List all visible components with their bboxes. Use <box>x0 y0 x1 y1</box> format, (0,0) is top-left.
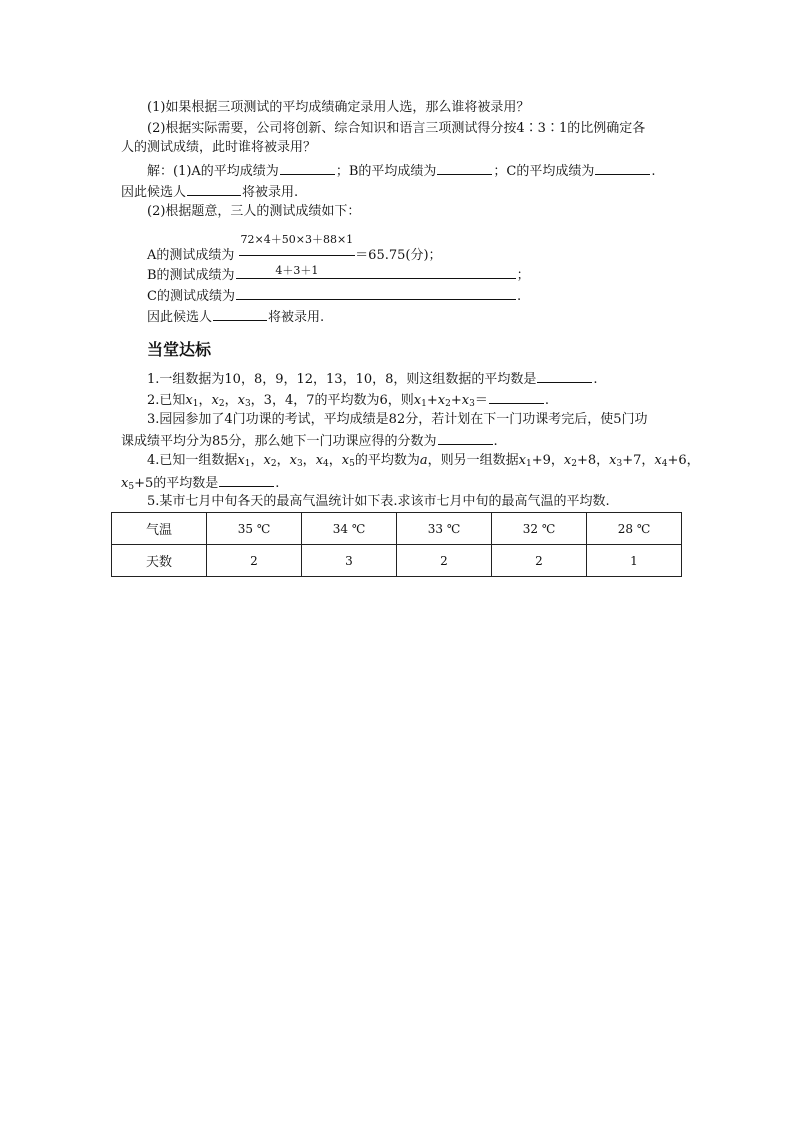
conclusion-text: 因此候选人 <box>147 310 213 325</box>
answer-blank[interactable] <box>187 182 241 196</box>
table-cell: 33 ℃ <box>397 513 492 545</box>
subscript: 3 <box>296 459 303 469</box>
subscript: 2 <box>445 399 451 409</box>
c-score-label: C的测试成绩为 <box>147 289 235 304</box>
section-title: 当堂达标 <box>147 340 212 359</box>
exercise-1 <box>147 369 598 389</box>
variable-x: x <box>237 393 245 408</box>
a-score-label: A的测试成绩为 <box>147 248 235 263</box>
b-score-label: B的测试成绩为 <box>147 268 235 283</box>
a-score-result: ＝65.75(分)； <box>355 248 442 263</box>
exercise-1-text: 1.一组数据为10，8，9，12，13，10，8，则这组数据的平均数是 <box>147 372 537 387</box>
answer-blank[interactable] <box>236 286 516 300</box>
variable-x: x <box>461 393 470 408</box>
answer-blank[interactable] <box>438 431 493 445</box>
subscript: 1 <box>244 459 251 469</box>
exercise-2-end: . <box>544 393 549 408</box>
subscript: 1 <box>421 399 427 409</box>
conclusion-end: 将被录用. <box>268 310 325 325</box>
exercise-4-mid: 的平均数为 <box>354 453 420 468</box>
separator: ， <box>276 453 290 468</box>
variable-x: x <box>437 393 446 408</box>
separator: ， <box>224 393 238 408</box>
exercise-4-line-1 <box>147 452 700 470</box>
variable-x: x <box>563 453 572 468</box>
table-cell: 3 <box>302 545 397 577</box>
subscript: 1 <box>192 399 199 409</box>
variable-x: x <box>121 476 129 491</box>
variable-x: x <box>315 453 324 468</box>
answer-blank[interactable] <box>437 161 492 175</box>
candidate-text: 因此候选人 <box>121 185 187 200</box>
table-row <box>112 545 682 577</box>
offset-term: +8， <box>576 453 610 468</box>
table-cell: 2 <box>492 545 587 577</box>
answer-blank[interactable] <box>537 369 592 383</box>
solution-a-label: 解：(1)A的平均成绩为 <box>147 164 279 179</box>
equals-sign: ＝ <box>474 393 488 408</box>
answer-blank[interactable] <box>489 390 544 404</box>
table-cell: 2 <box>207 545 302 577</box>
subscript: 1 <box>526 459 532 469</box>
exercise-3-text: 课成绩平均分为85分，那么她下一门功课应得的分数为 <box>121 434 437 449</box>
question-2-line-a: (2)根据实际需要，公司将创新、综合知识和语言三项测试得分按4∶3∶1的比例确定各 <box>147 121 646 136</box>
b-score-line <box>147 265 530 285</box>
exercise-5: 5.某市七月中旬各天的最高气温统计如下表.求该市七月中旬的最高气温的平均数. <box>147 494 610 509</box>
table-cell: 28 ℃ <box>587 513 682 545</box>
separator: ， <box>250 453 264 468</box>
exercise-2-mid: ，3，4，7的平均数为6，则 <box>250 393 414 408</box>
answer-blank[interactable] <box>595 161 650 175</box>
table-row <box>112 513 682 545</box>
variable-x: x <box>518 453 526 468</box>
solution-2-intro: (2)根据题意，三人的测试成绩如下： <box>147 204 361 219</box>
variable-a: a <box>419 453 428 468</box>
plus-sign: + <box>426 393 438 408</box>
subscript: 4 <box>323 459 329 469</box>
plus-sign: + <box>450 393 462 408</box>
question-2-line-b: 人的测试成绩，此时谁将被录用？ <box>121 140 317 155</box>
c-score-end: . <box>516 289 522 304</box>
solution-line-2 <box>121 182 298 202</box>
answer-blank[interactable] <box>219 473 274 487</box>
table-header-temperature: 气温 <box>112 513 207 545</box>
subscript: 2 <box>218 399 225 409</box>
variable-x: x <box>654 453 662 468</box>
exercise-4-line-2 <box>121 473 279 493</box>
offset-term: +7， <box>622 453 655 468</box>
c-score-line <box>147 286 521 306</box>
b-score-end: ； <box>516 268 530 283</box>
answer-blank[interactable] <box>213 307 267 321</box>
table-cell: 32 ℃ <box>492 513 587 545</box>
hired-text: 将被录用. <box>242 185 299 200</box>
separator: ， <box>302 453 316 468</box>
fraction-numerator: 72×4＋50×3＋88×1 <box>239 226 356 256</box>
subscript: 3 <box>469 399 475 409</box>
subscript: 2 <box>571 459 577 469</box>
variable-x: x <box>237 453 245 468</box>
variable-x: x <box>211 393 219 408</box>
variable-x: x <box>289 453 297 468</box>
answer-blank[interactable] <box>236 265 516 279</box>
exercise-4-text-2: +5的平均数是 <box>134 476 219 491</box>
variable-x: x <box>609 453 617 468</box>
offset-term: +9， <box>531 453 564 468</box>
answer-blank[interactable] <box>280 161 335 175</box>
exercise-2 <box>147 390 549 410</box>
variable-x: x <box>341 453 350 468</box>
exercise-1-end: . <box>593 372 598 387</box>
subscript: 5 <box>128 482 135 492</box>
offset-term: +6， <box>667 453 700 468</box>
question-1-line: (1)如果根据三项测试的平均成绩确定录用人选，那么谁将被录用？ <box>147 100 530 115</box>
solution-b-label: ；B的平均成绩为 <box>335 164 437 179</box>
variable-x: x <box>413 393 422 408</box>
exercise-3-line-1: 3.园园参加了4门功课的考试，平均成绩是82分，若计划在下一门功课考完后，使5门功 <box>147 412 648 427</box>
fraction-denominator: 4＋3＋1 <box>275 264 319 277</box>
conclusion-line <box>147 307 324 327</box>
solution-period: . <box>651 164 656 179</box>
variable-x: x <box>185 393 193 408</box>
subscript: 3 <box>244 399 251 409</box>
subscript: 4 <box>661 459 668 469</box>
variable-x: x <box>263 453 271 468</box>
table-cell: 35 ℃ <box>207 513 302 545</box>
subscript: 5 <box>349 459 355 469</box>
solution-c-label: ；C的平均成绩为 <box>493 164 595 179</box>
exercise-3-line-2 <box>121 431 498 451</box>
table-cell: 34 ℃ <box>302 513 397 545</box>
exercise-3-end: . <box>493 434 498 449</box>
separator: ， <box>328 453 342 468</box>
table-header-days: 天数 <box>112 545 207 577</box>
subscript: 3 <box>616 459 623 469</box>
exercise-4-end: . <box>275 476 280 491</box>
separator: ， <box>198 393 212 408</box>
temperature-table <box>111 512 682 577</box>
exercise-4-text: 4.已知一组数据 <box>147 453 238 468</box>
subscript: 2 <box>270 459 277 469</box>
exercise-2-text: 2.已知 <box>147 393 186 408</box>
table-cell: 2 <box>397 545 492 577</box>
solution-line-1 <box>147 161 655 181</box>
table-cell: 1 <box>587 545 682 577</box>
exercise-4-mid2: ，则另一组数据 <box>427 453 519 468</box>
